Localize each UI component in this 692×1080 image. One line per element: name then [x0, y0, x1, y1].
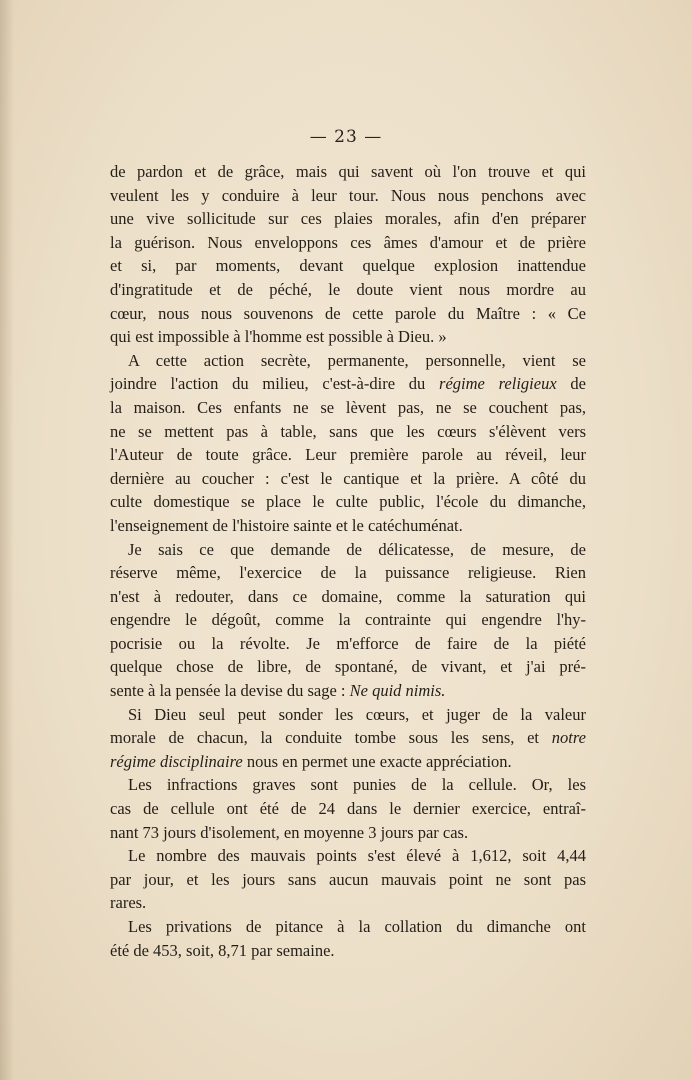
- page-edge-shadow: [0, 0, 14, 1080]
- text-line: pocrisie ou la révolte. Je m'efforce de faire de la piété: [110, 633, 586, 653]
- text-segment: joindre l'action du milieu, c'est-à-dire du: [110, 374, 426, 394]
- text-line: d'ingratitude et de péché, le doute vient nous mordre au: [110, 279, 586, 299]
- text-line: la maison. Ces enfants ne se lèvent pas, ne se couchent pas,: [110, 397, 586, 417]
- text-line: cœur, nous nous souvenons de cette parole du Maître : « Ce: [110, 303, 586, 323]
- text-line: Les privations de pitance à la collation du dimanche ont: [128, 917, 586, 936]
- text-line: culte domestique se place le culte public, l'école du dimanche,: [110, 492, 586, 512]
- text-line: la guérison. Nous enveloppons ces âmes d'amour et de prière: [110, 232, 586, 252]
- text-line: veulent les y conduire à leur tour. Nous nous penchons avec: [110, 185, 586, 205]
- text-line: rares.: [110, 893, 147, 913]
- text-line: qui est impossible à l'homme est possible à Dieu. »: [110, 327, 447, 347]
- text-line: quelque chose de libre, de spontané, de vivant, et j'ai pré-: [110, 657, 586, 677]
- text-line: l'Auteur de toute grâce. Leur première parole au réveil, leur: [110, 445, 586, 465]
- text-line: de pardon et de grâce, mais qui savent où l'on trouve et qui: [110, 162, 586, 181]
- text-segment: morale de chacun, la conduite tombe sous les sens, et: [110, 728, 540, 748]
- italic-phrase: notre: [551, 728, 586, 748]
- text-line: Je sais ce que demande de délicatesse, de mesure, de: [128, 539, 586, 559]
- text-line: [110, 372, 586, 396]
- page-number: — 23 —: [309, 127, 383, 147]
- text-line: réserve même, l'exercice de la puissance religieuse. Rien: [110, 563, 586, 583]
- text-line: [110, 679, 586, 703]
- text-line: Les infractions graves sont punies de la cellule. Or, les: [128, 775, 586, 795]
- italic-phrase: régime disciplinaire: [110, 751, 243, 771]
- text-line: et si, par moments, devant quelque explosion inattendue: [110, 256, 586, 276]
- text-line: été de 453, soit, 8,71 par semaine.: [110, 940, 335, 960]
- text-line: [110, 750, 586, 774]
- text-line: engendre le dégoût, comme la contrainte qui engendre l'hy-: [110, 610, 586, 630]
- text-segment: de: [570, 374, 586, 394]
- text-line: Si Dieu seul peut sonder les cœurs, et juger de la valeur: [128, 704, 586, 724]
- body-text: [110, 160, 586, 962]
- text-line: Le nombre des mauvais points s'est élevé à 1,612, soit 4,44: [128, 846, 586, 866]
- text-segment: sente à la pensée la devise du sage :: [110, 681, 346, 701]
- italic-phrase: régime religieux: [439, 374, 557, 394]
- text-segment: nous en permet une exacte appréciation.: [246, 751, 512, 771]
- text-line: ne se mettent pas à table, sans que les cœurs s'élèvent vers: [110, 421, 586, 441]
- text-line: par jour, et les jours sans aucun mauvais point ne sont pas: [110, 869, 586, 889]
- text-line: une vive sollicitude sur ces plaies morales, afin d'en préparer: [110, 209, 586, 229]
- text-line: dernière au coucher : c'est le cantique et la prière. A côté du: [110, 468, 586, 488]
- text-line: A cette action secrète, permanente, personnelle, vient se: [128, 350, 586, 370]
- text-line: l'enseignement de l'histoire sainte et le catéchuménat.: [110, 515, 463, 535]
- italic-phrase: Ne quid nimis.: [349, 681, 446, 701]
- text-line: nant 73 jours d'isolement, en moyenne 3 jours par cas.: [110, 822, 469, 842]
- text-line: [110, 726, 586, 750]
- text-line: n'est à redouter, dans ce domaine, comme la saturation qui: [110, 586, 586, 606]
- text-line: cas de cellule ont été de 24 dans le dernier exercice, entraî-: [110, 799, 586, 819]
